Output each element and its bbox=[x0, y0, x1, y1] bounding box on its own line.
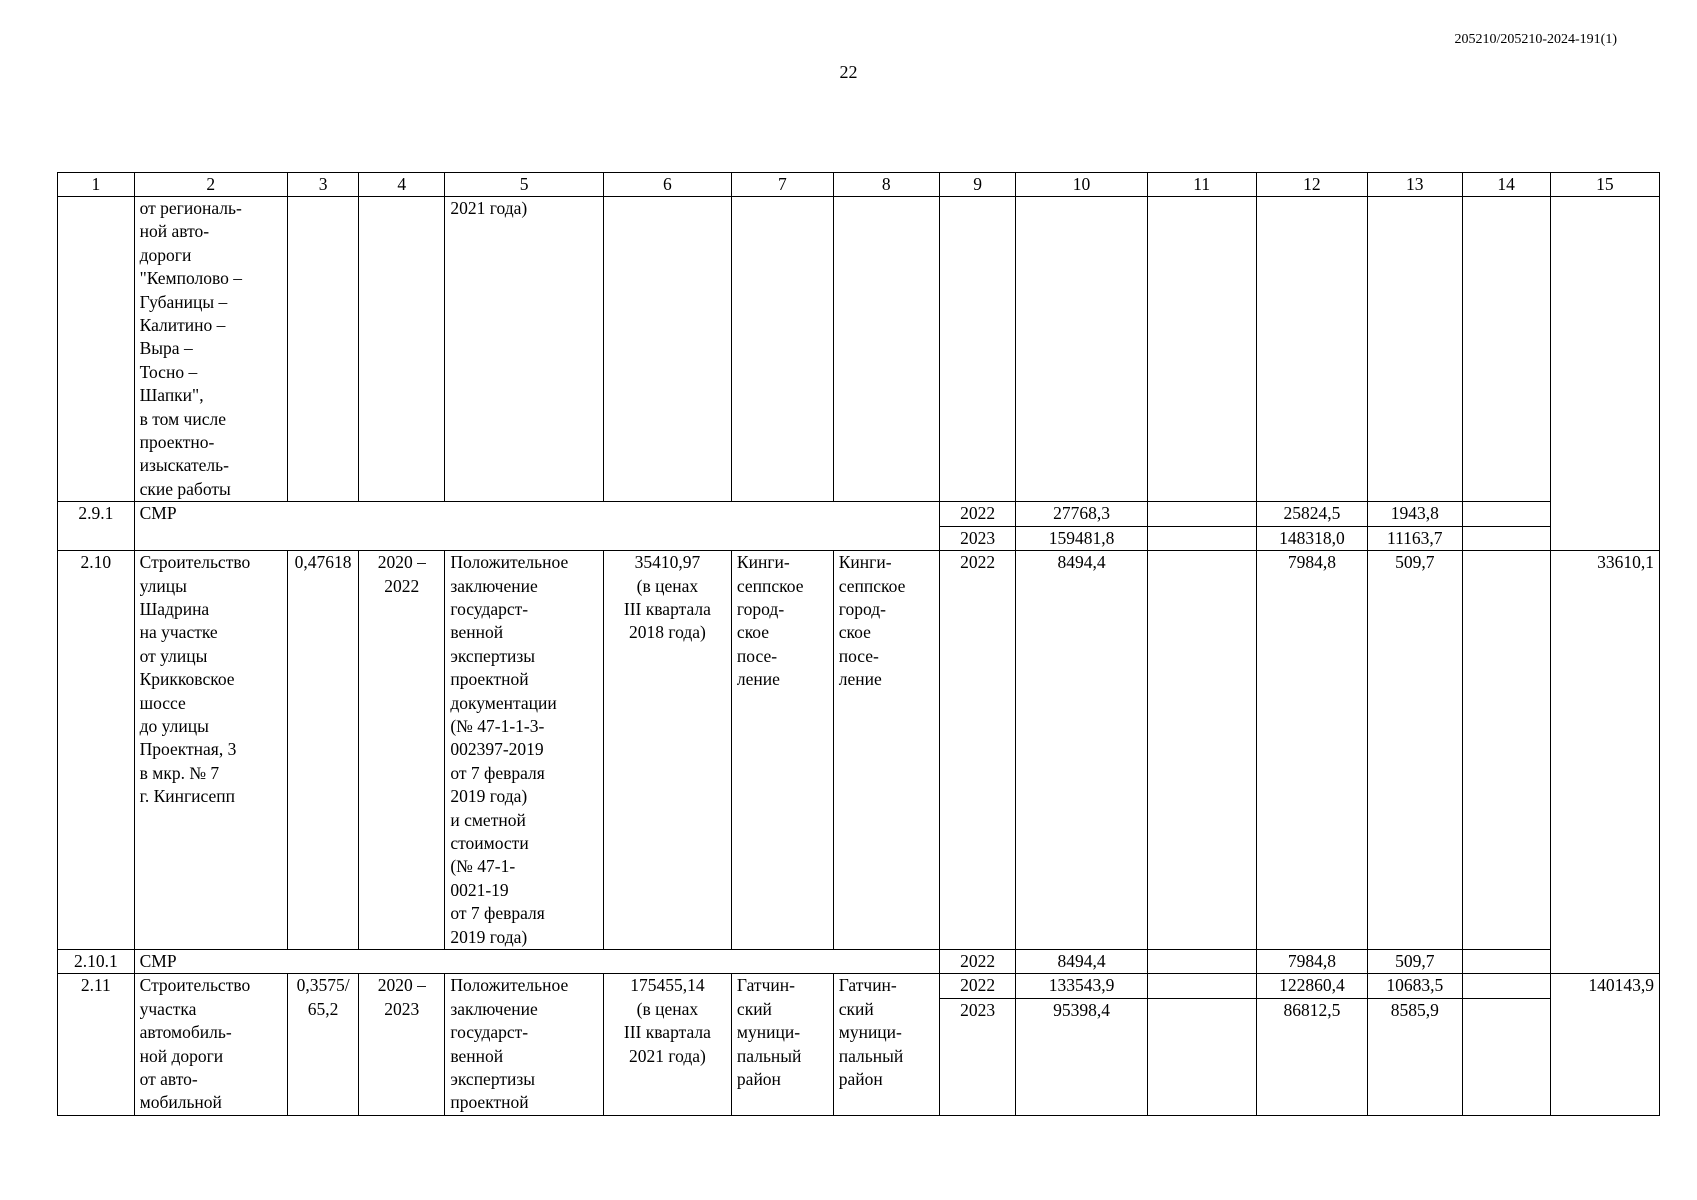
col-header: 1 bbox=[58, 173, 135, 197]
value: 8494,4 bbox=[1016, 551, 1147, 950]
col-header: 13 bbox=[1368, 173, 1462, 197]
value: 148318,0 bbox=[1256, 526, 1367, 550]
value-total: 33610,1 bbox=[1550, 551, 1659, 974]
value: 86812,5 bbox=[1256, 998, 1367, 1115]
value: 7984,8 bbox=[1256, 551, 1367, 950]
value: 8585,9 bbox=[1368, 998, 1462, 1115]
value: 509,7 bbox=[1368, 551, 1462, 950]
col-header: 2 bbox=[134, 173, 287, 197]
col-header: 11 bbox=[1147, 173, 1256, 197]
value: 159481,8 bbox=[1016, 526, 1147, 550]
table-row bbox=[58, 502, 1660, 526]
cost: 35410,97 (в ценах III квартала 2018 года) bbox=[603, 551, 731, 950]
col-header: 10 bbox=[1016, 173, 1147, 197]
col-header: 9 bbox=[939, 173, 1016, 197]
col-header: 3 bbox=[287, 173, 358, 197]
year: 2023 bbox=[939, 526, 1016, 550]
table-row bbox=[58, 950, 1660, 974]
page-number: 22 bbox=[839, 62, 858, 82]
cost: 175455,14 (в ценах III квартала 2021 года) bbox=[603, 974, 731, 1115]
table-row bbox=[58, 974, 1660, 999]
period: 2020 – 2023 bbox=[359, 974, 445, 1115]
investment-table bbox=[57, 172, 1660, 1116]
customer: Кинги- сеппское город- ское посе- ление bbox=[731, 551, 833, 950]
col-header: 15 bbox=[1550, 173, 1659, 197]
row-number: 2.9.1 bbox=[58, 502, 135, 551]
length: 0,3575/ 65,2 bbox=[287, 974, 358, 1115]
conclusion: Положительное заключение государст- венной экспертизы проектной документации (№ 47-1-1-3- 002397-2019 от 7 февраля 2019 года) и сметной стоимости (№ 47-1- 0021-19 от 7 февраля 2019 года) bbox=[445, 551, 604, 950]
row-label: СМР bbox=[134, 502, 939, 551]
year: 2023 bbox=[939, 998, 1016, 1115]
object-name: Строительство участка автомобиль- ной дороги от авто- мобильной bbox=[134, 974, 287, 1115]
value: 1943,8 bbox=[1368, 502, 1462, 526]
value: 7984,8 bbox=[1256, 950, 1367, 974]
col-header: 6 bbox=[603, 173, 731, 197]
col-header: 8 bbox=[833, 173, 939, 197]
row-number: 2.10 bbox=[58, 551, 135, 950]
year: 2022 bbox=[939, 950, 1016, 974]
year: 2022 bbox=[939, 502, 1016, 526]
object-name: Строительство улицы Шадрина на участке от улицы Крикковское шоссе до улицы Проектная, 3 в мкр. № 7 г. Кингисепп bbox=[134, 551, 287, 950]
length: 0,47618 bbox=[287, 551, 358, 950]
owner: Гатчин- ский муници- пальный район bbox=[833, 974, 939, 1115]
customer: Гатчин- ский муници- пальный район bbox=[731, 974, 833, 1115]
value: 133543,9 bbox=[1016, 974, 1147, 999]
conclusion: Положительное заключение государст- венной экспертизы проектной bbox=[445, 974, 604, 1115]
value: 509,7 bbox=[1368, 950, 1462, 974]
value: 25824,5 bbox=[1256, 502, 1367, 526]
row-label: СМР bbox=[134, 950, 939, 974]
col-header: 14 bbox=[1462, 173, 1550, 197]
value: 122860,4 bbox=[1256, 974, 1367, 999]
year: 2022 bbox=[939, 974, 1016, 999]
row-number: 2.10.1 bbox=[58, 950, 135, 974]
table-row bbox=[58, 197, 1660, 502]
col-header: 5 bbox=[445, 173, 604, 197]
year: 2022 bbox=[939, 551, 1016, 950]
value: 27768,3 bbox=[1016, 502, 1147, 526]
table-row bbox=[58, 551, 1660, 950]
value-total: 140143,9 bbox=[1550, 974, 1659, 1115]
period: 2020 – 2022 bbox=[359, 551, 445, 950]
col-header: 12 bbox=[1256, 173, 1367, 197]
document-id: 205210/205210-2024-191(1) bbox=[1454, 32, 1617, 47]
column-number-row bbox=[58, 173, 1660, 197]
col-header: 4 bbox=[359, 173, 445, 197]
row-number: 2.11 bbox=[58, 974, 135, 1115]
col-header: 7 bbox=[731, 173, 833, 197]
value: 95398,4 bbox=[1016, 998, 1147, 1115]
value: 11163,7 bbox=[1368, 526, 1462, 550]
value: 10683,5 bbox=[1368, 974, 1462, 999]
conclusion-cont: 2021 года) bbox=[445, 197, 604, 502]
value: 8494,4 bbox=[1016, 950, 1147, 974]
object-name-cont: от региональ- ной авто- дороги "Кемполово – Губаницы – Калитино – Выра – Тосно – Шапки", в том числе проектно- изыскатель- ские работы bbox=[134, 197, 287, 502]
owner: Кинги- сеппское город- ское посе- ление bbox=[833, 551, 939, 950]
